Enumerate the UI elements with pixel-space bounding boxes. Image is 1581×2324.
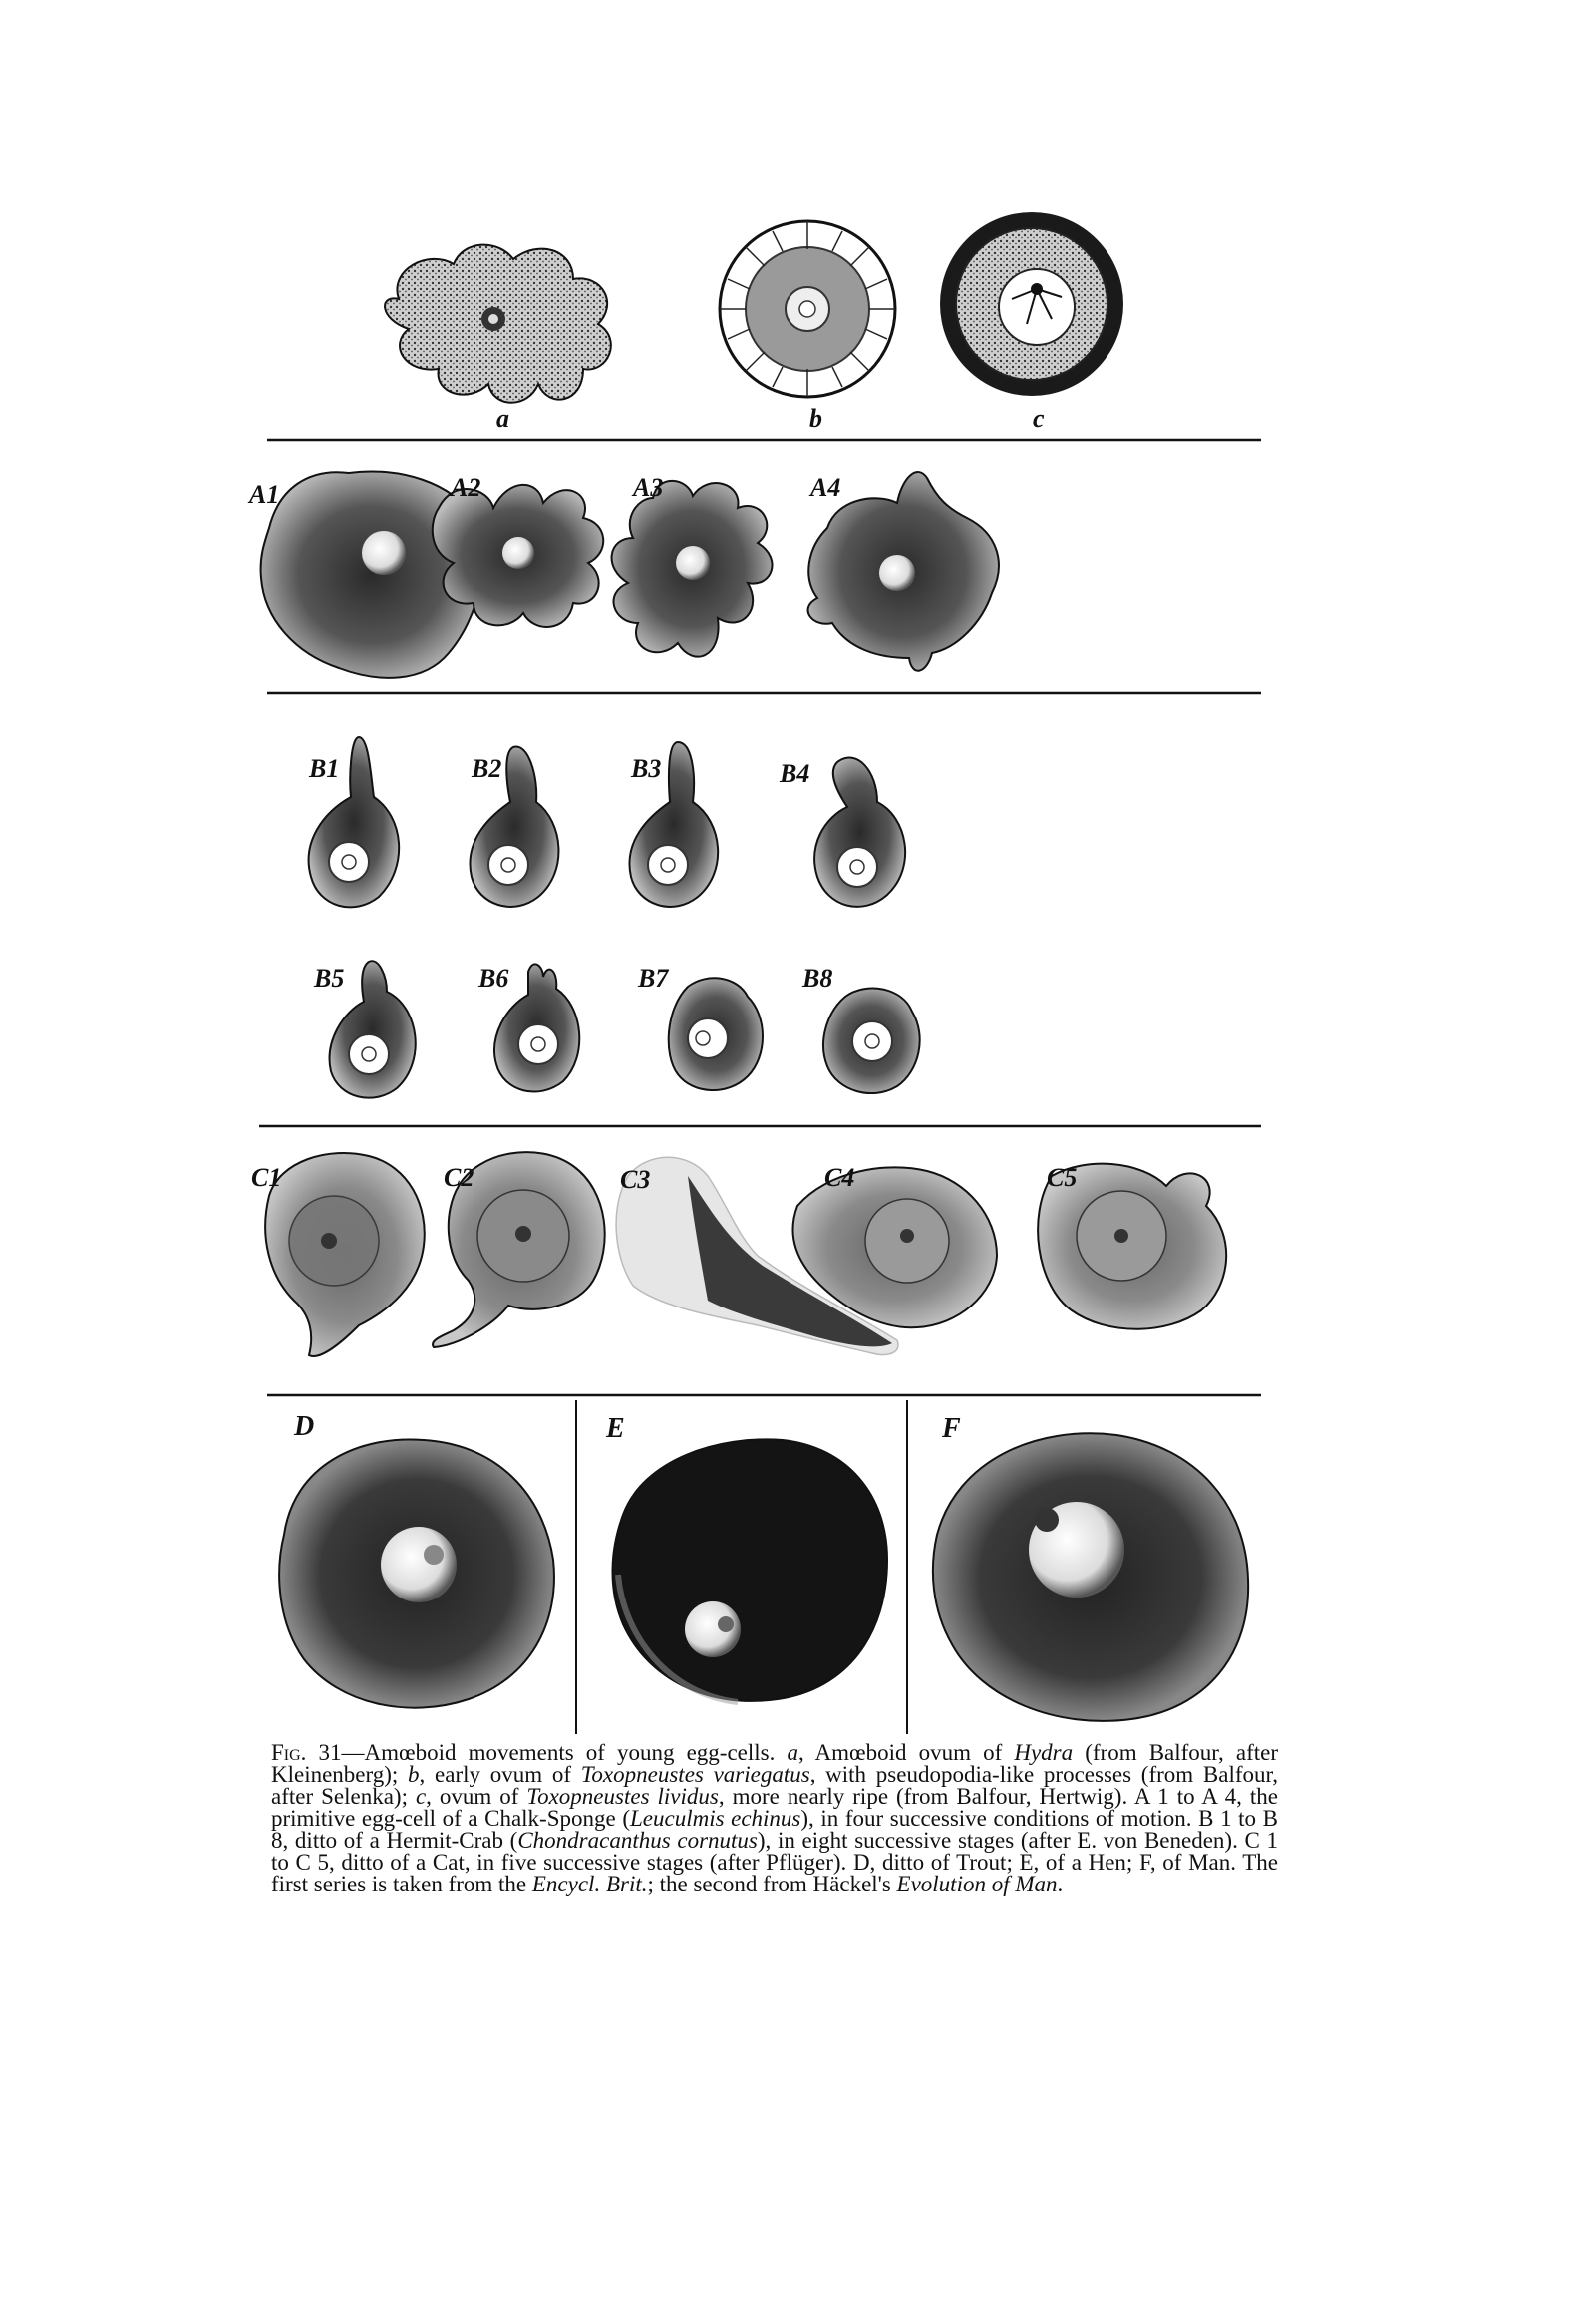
label-D: D	[294, 1411, 315, 1442]
caption-part: b	[408, 1762, 420, 1787]
label-B8: B8	[802, 964, 833, 993]
caption-fig-prefix: Fig.	[271, 1740, 307, 1765]
label-C2: C2	[444, 1163, 474, 1192]
caption-part: , with pseudopodia-like processes (from Balfour, after Selenka);	[271, 1762, 1278, 1809]
label-A2: A2	[451, 473, 481, 502]
caption-part: c	[415, 1784, 427, 1809]
caption-part: ), in eight successive stages (after E. von Beneden). C 1 to C 5, ditto of a Cat, in five successive stages (after Pflüger). D, ditto of Trout; E, of a Hen; F, of Man. The first series is taken from the	[271, 1828, 1279, 1896]
caption-part: Leuculmis echinus	[629, 1806, 801, 1831]
caption-part: Chondracanthus cornutus	[517, 1828, 758, 1853]
label-B1: B1	[309, 754, 340, 783]
label-E: E	[606, 1413, 625, 1444]
label-A3: A3	[633, 473, 664, 502]
caption-part: Encycl. Brit.	[531, 1872, 648, 1896]
label-C1: C1	[251, 1163, 282, 1192]
caption-part: ; the second from Häckel's	[647, 1872, 897, 1896]
caption-part: , ovum of	[426, 1784, 527, 1809]
figure-31	[239, 179, 1296, 1734]
caption-part: (from Balfour, after Kleinenberg);	[271, 1740, 1278, 1787]
caption-body	[271, 1740, 1278, 1896]
egg-cell-illustration	[239, 179, 1296, 1734]
label-c: c	[1033, 404, 1045, 433]
caption-part: Toxopneustes variegatus	[580, 1762, 810, 1787]
cell-F-man	[933, 1433, 1248, 1721]
label-B4: B4	[780, 759, 810, 788]
caption-part: , Amœboid ovum of	[797, 1740, 1015, 1765]
label-C5: C5	[1047, 1163, 1078, 1192]
label-b: b	[809, 404, 822, 433]
label-B6: B6	[478, 964, 509, 993]
cell-b-toxopneustes-variegatus	[720, 221, 895, 397]
label-C3: C3	[620, 1165, 651, 1194]
cell-B7	[669, 978, 763, 1090]
caption-part: Hydra	[1014, 1740, 1074, 1765]
label-F: F	[942, 1413, 961, 1444]
caption-part: —Amœboid movements of young egg-cells.	[341, 1740, 788, 1765]
cell-A3	[612, 481, 773, 657]
caption-part: .	[1057, 1872, 1064, 1896]
cell-D-trout	[279, 1439, 554, 1707]
label-A4: A4	[810, 473, 841, 502]
caption-part: , more nearly ripe (from Balfour, Hertwig). A 1 to A 4, the primitive egg-cell of a Chalk-Sponge (	[271, 1784, 1278, 1831]
caption-part: Evolution of Man	[896, 1872, 1058, 1896]
cell-C1	[265, 1153, 425, 1356]
label-B2: B2	[472, 754, 502, 783]
caption-part: ), in four successive conditions of motion. B 1 to B 8, ditto of a Hermit-Crab (	[271, 1806, 1278, 1853]
caption-fig-number: 31	[318, 1740, 342, 1765]
label-B7: B7	[638, 964, 669, 993]
cell-B4	[814, 758, 905, 907]
label-B5: B5	[314, 964, 345, 993]
caption-part: a	[787, 1740, 798, 1765]
figure-caption	[271, 1742, 1278, 1895]
label-a: a	[496, 404, 509, 433]
label-B3: B3	[631, 754, 662, 783]
cell-B8	[823, 989, 920, 1093]
label-A1: A1	[249, 480, 280, 509]
caption-part: , early ovum of	[419, 1762, 581, 1787]
cell-E-hen	[612, 1439, 887, 1702]
cell-c-toxopneustes-lividus	[940, 212, 1123, 396]
label-C4: C4	[824, 1163, 855, 1192]
cell-a-hydra	[385, 245, 611, 403]
caption-part: Toxopneustes lividus	[526, 1784, 719, 1809]
